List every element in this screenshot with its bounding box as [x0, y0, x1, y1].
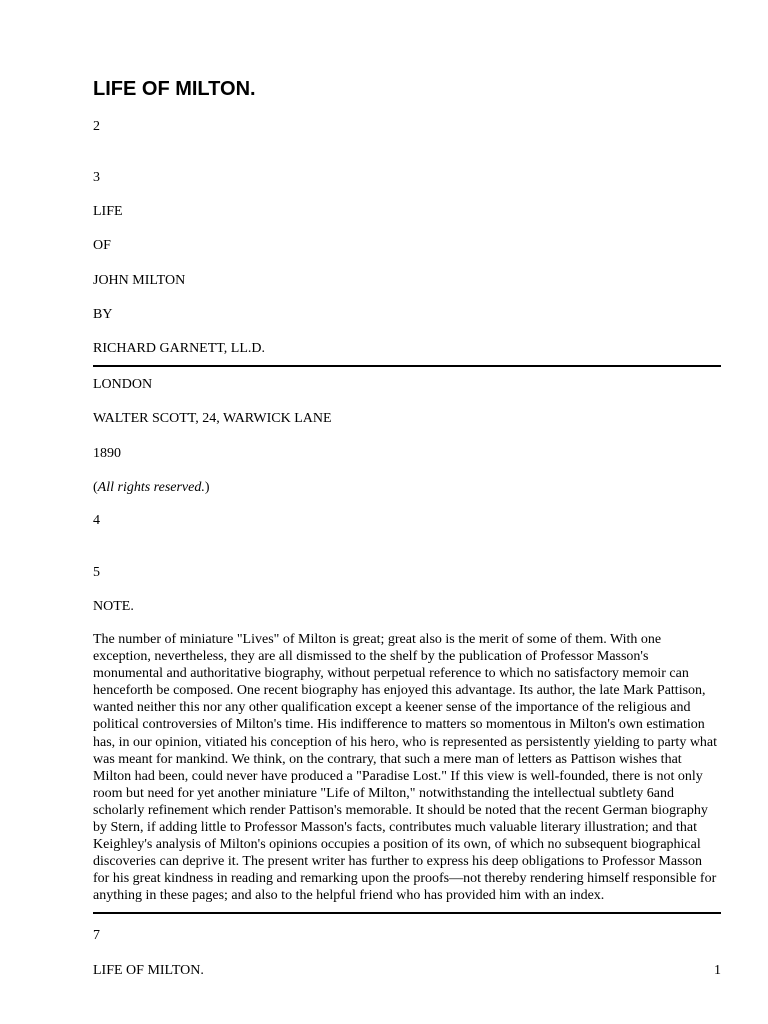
page-marker-7: 7	[93, 928, 100, 943]
running-title: LIFE OF MILTON.	[93, 963, 204, 978]
rights-notice	[93, 479, 210, 497]
rights-open-paren: (	[93, 480, 98, 495]
imprint-year: 1890	[93, 446, 121, 461]
horizontal-rule	[93, 912, 721, 914]
title-page-subject: JOHN MILTON	[93, 273, 186, 288]
page-marker-3: 3	[93, 170, 100, 185]
imprint-city: LONDON	[93, 377, 153, 392]
document-title: LIFE OF MILTON.	[93, 78, 256, 100]
page-marker-5: 5	[93, 565, 100, 580]
page-marker-4: 4	[93, 513, 100, 528]
title-page-author: RICHARD GARNETT, LL.D.	[93, 341, 266, 356]
rights-text: All rights reserved.	[97, 480, 205, 495]
title-page-by: BY	[93, 307, 113, 322]
title-page-of: OF	[93, 238, 111, 253]
note-paragraph: The number of miniature "Lives" of Milton is great; great also is the merit of some of them. With one exception, nevertheless, they are all dismissed to the shelf by the publication of Professor Masson's monumental and authoritative biography, without perpetual reference to which no satisfactory memoir can henceforth be composed. One recent biography has enjoyed this advantage. Its author, the late Mark Pattison, wanted neither this nor any other qualification except a keener sense of the importance of the religious and political controversies of Milton's time. His indifference to matters so momentous in Milton's own estimation has, in our opinion, vitiated his conception of his hero, who is represented as persistently yielding to party what was meant for mankind. We think, on the contrary, that such a mere man of letters as Pattison wishes that Milton had been, could never have produced a "Paradise Lost." If this view is well-founded, there is not only room but need for yet another miniature "Life of Milton," notwithstanding the intellectual subtlety 6and scholarly refinement which render Pattison's memorable. It should be noted that the recent German biography by Stern, if adding little to Professor Masson's facts, contributes much valuable literary illustration; and that Keighley's analysis of Milton's opinions occupies a position of its own, of which no subsequent biographical discoveries can deprive it. The present writer has further to express his deep obligations to Professor Masson for his great kindness in reading and remarking upon the proofs—not thereby rendering himself responsible for anything in these pages; and also to the helpful friend who has provided him with an index.	[93, 632, 718, 904]
horizontal-rule	[93, 365, 721, 367]
rights-close-paren: )	[204, 480, 210, 495]
page-marker-2: 2	[93, 119, 100, 134]
title-page-life: LIFE	[93, 204, 123, 219]
page-number: 1	[714, 963, 721, 978]
note-heading: NOTE.	[93, 599, 134, 614]
imprint-publisher: WALTER SCOTT, 24, WARWICK LANE	[93, 411, 332, 426]
